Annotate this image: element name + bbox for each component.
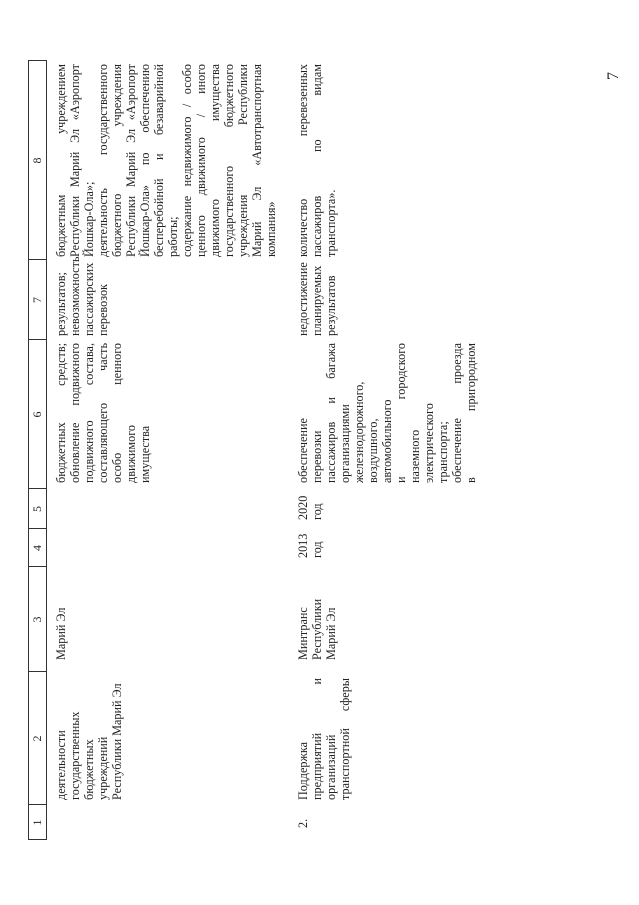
cell-line: Поддержка (296, 741, 310, 800)
cell-line: ценного движимого / иного (194, 64, 208, 257)
cell-line: железнодорожного, (352, 381, 366, 483)
cell-line: Марий Эл (324, 607, 338, 660)
cell-line: 2020 (296, 495, 310, 520)
row2-col6 (296, 343, 478, 483)
cell-line: год (310, 541, 324, 558)
cell-line: результатов; (54, 272, 68, 336)
row1-col7 (54, 256, 110, 336)
cell-line: подвижного состава, (82, 343, 96, 483)
row2-col5 (296, 492, 324, 520)
cell-line: деятельности (54, 730, 68, 800)
cell-line: Марий Эл «Автотранспортная (250, 64, 264, 257)
cell-line: перевозки (310, 430, 324, 483)
row2-col4 (296, 530, 324, 558)
cell-line: бюджетных (82, 739, 96, 800)
cell-line: государственных (68, 711, 82, 800)
cell-line: бюджетного учреждения (110, 64, 124, 257)
rotated-table (28, 60, 628, 840)
header-col-8: 8 (30, 157, 44, 164)
cell-line: работы; (166, 216, 180, 257)
cell-line: количество перевезенных (296, 64, 310, 257)
cell-line: компания» (264, 201, 278, 257)
cell-line: воздушного, (366, 418, 380, 483)
cell-line: Йошкар-Ола»; (82, 181, 96, 257)
cell-line: электрического (422, 403, 436, 483)
row1-col8 (54, 64, 278, 257)
cell-line: бесперебойной и безаварийной (152, 64, 166, 257)
cell-line: пассажирских (82, 262, 96, 336)
row1-col6 (54, 343, 152, 483)
cell-line: обеспечение (296, 418, 310, 483)
row2-col1: 2. (296, 818, 310, 828)
cell-line: Республики Марий Эл «Аэропорт (124, 64, 138, 257)
cell-line: организаций (324, 734, 338, 800)
cell-line: бюджетным учреждением (54, 64, 68, 257)
cell-line: наземного (408, 429, 422, 483)
cell-line: имущества (138, 425, 152, 483)
header-col-4: 4 (30, 545, 44, 551)
cell-line: Республики (310, 598, 324, 660)
cell-line: движимого имущества (208, 64, 222, 257)
cell-line: Республики Марий Эл (110, 683, 124, 800)
cell-line: движимого (124, 424, 138, 483)
row2-col2 (296, 678, 352, 800)
cell-line: организациями (338, 404, 352, 483)
cell-line: обеспечение проезда (450, 343, 464, 483)
cell-line: пассажиров по видам (310, 64, 324, 257)
row2-col3 (296, 570, 338, 660)
cell-line: год (310, 503, 324, 520)
cell-line: Марий Эл (54, 607, 68, 660)
header-col-3: 3 (30, 616, 44, 623)
row1-col2 (54, 674, 124, 800)
cell-line: автомобильного (380, 399, 394, 483)
row1-col3 (54, 570, 68, 660)
cell-line: учреждений (96, 736, 110, 800)
cell-line: транспорта». (324, 189, 338, 257)
header-col-7: 7 (30, 297, 44, 303)
cell-line: особо ценного (110, 343, 124, 483)
cell-line: Республики Марий Эл «Аэропорт (68, 64, 82, 257)
cell-line: транспорта; (436, 421, 450, 483)
cell-line: Йошкар-Ола» по обеспечению (138, 64, 152, 257)
cell-line: Минтранс (296, 607, 310, 660)
cell-line: и городского (394, 343, 408, 483)
cell-line: бюджетных средств; (54, 343, 68, 483)
cell-line: перевозок (96, 284, 110, 336)
cell-line: 2013 (296, 533, 310, 558)
cell-line: обновление подвижного (68, 343, 82, 483)
header-col-6: 6 (30, 411, 44, 418)
cell-line: государственного бюджетного (222, 64, 236, 257)
cell-line: учреждения Республики (236, 64, 250, 257)
cell-line: предприятий и (310, 678, 324, 800)
cell-line: транспортной сферы (338, 678, 352, 800)
header-col-2: 2 (30, 735, 44, 742)
page-number: 7 (605, 72, 622, 80)
row2-col8 (296, 64, 338, 257)
cell-line: составляющего часть (96, 343, 110, 483)
cell-line: результатов (324, 275, 338, 336)
cell-line: в пригородном (464, 343, 478, 483)
cell-line: деятельность государственного (96, 64, 110, 257)
header-col-5: 5 (30, 506, 44, 512)
header-col-1: 1 (30, 819, 44, 826)
row2-col7 (296, 262, 338, 336)
cell-line: невозможность (68, 256, 82, 336)
cell-line: пассажиров и багажа (324, 343, 338, 483)
cell-line: планируемых (310, 265, 324, 336)
table-header-rule (46, 60, 47, 840)
cell-line: содержание недвижимого / особо (180, 64, 194, 257)
cell-line: недостижение (296, 262, 310, 336)
